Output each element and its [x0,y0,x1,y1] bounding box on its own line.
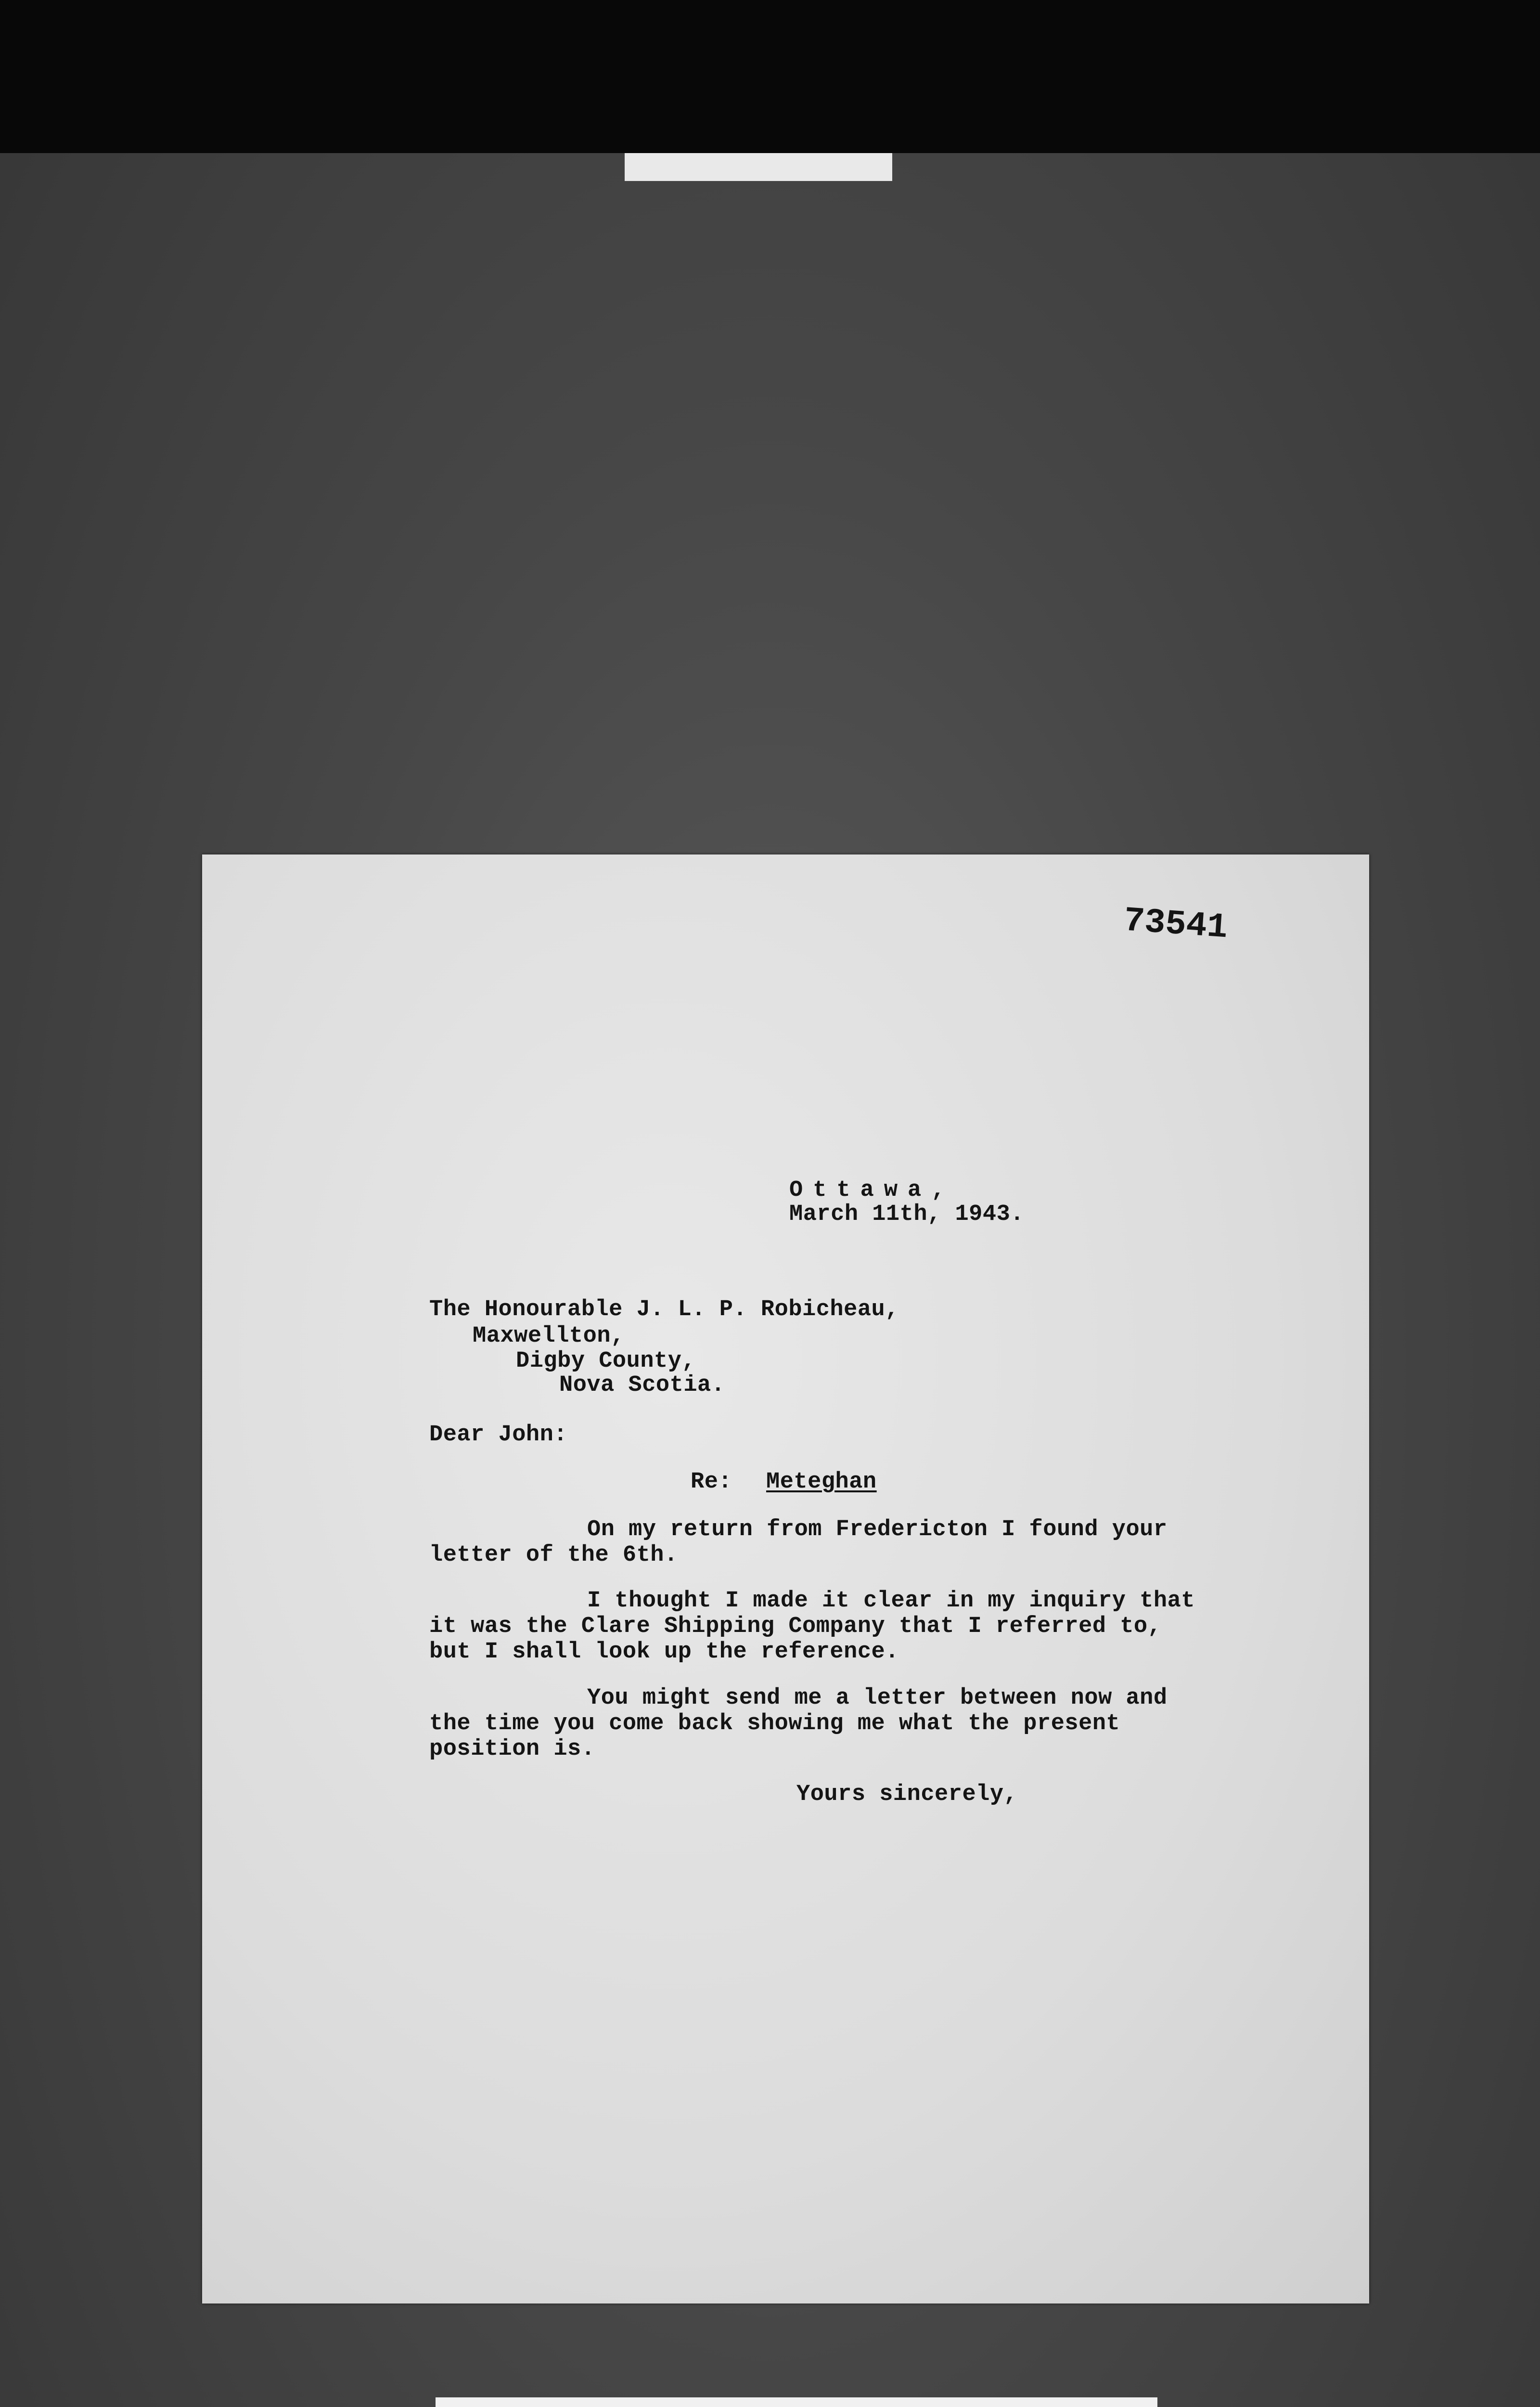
letter-date: March 11th, 1943. [789,1202,1024,1227]
re-subject: Meteghan [766,1469,877,1495]
letter-place: Ottawa, [789,1178,955,1203]
paragraph-line: I thought I made it clear in my inquiry that [587,1588,1195,1614]
paragraph-line: the time you come back showing me what the present [429,1711,1120,1736]
paragraph-line: letter of the 6th. [429,1542,678,1568]
address-line: Digby County, [516,1348,696,1374]
volume-label [436,2397,1157,2407]
address-line: The Honourable J. L. P. Robicheau, [429,1297,899,1322]
document-number: 73541 [1122,901,1229,948]
letter-page [202,854,1369,2303]
paragraph-line: On my return from Fredericton I found your [587,1517,1168,1542]
closing: Yours sincerely, [796,1782,1018,1807]
re-label: Re: [691,1469,732,1495]
paragraph-line: position is. [429,1736,595,1762]
address-line: Nova Scotia. [559,1372,725,1398]
paragraph-line: You might send me a letter between now and [587,1685,1168,1711]
address-line: Maxwellton, [473,1323,625,1349]
salutation: Dear John: [429,1422,568,1448]
paragraph-line: it was the Clare Shipping Company that I referred to, [429,1614,1162,1639]
paragraph-line: but I shall look up the reference. [429,1639,899,1665]
top-paper-tab [625,153,892,181]
